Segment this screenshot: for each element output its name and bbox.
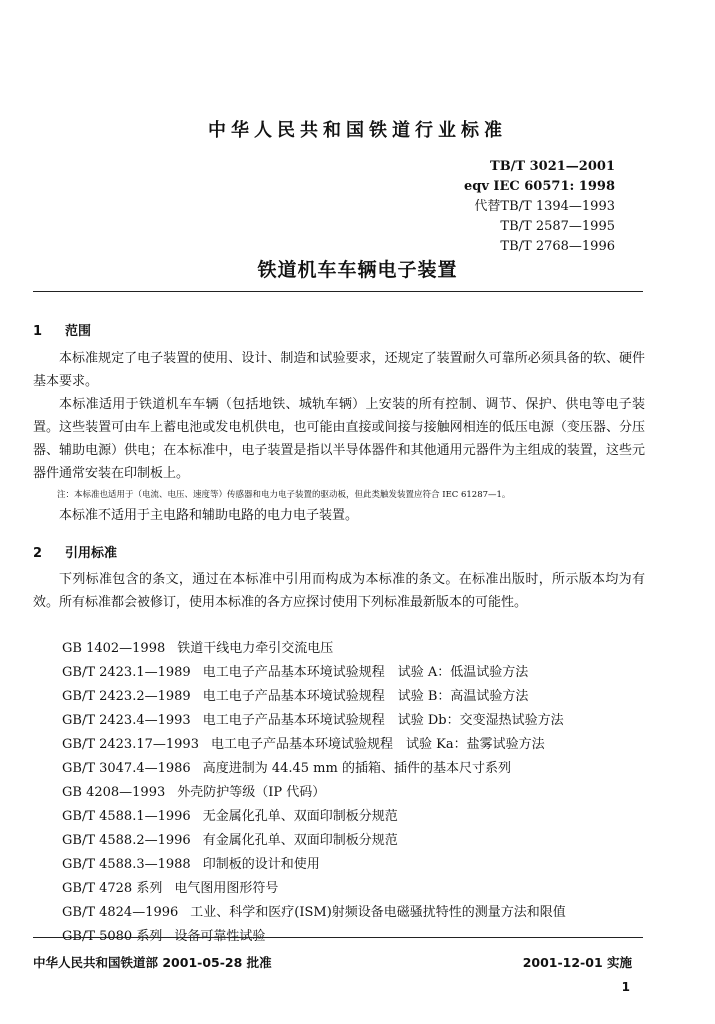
effective-date: 2001-12-01 实施 <box>522 955 632 970</box>
reference-title: 有金属化孔单、双面印制板分规范 <box>202 833 398 848</box>
paragraph: 本标准规定了电子装置的使用、设计、制造和试验要求，还规定了装置耐久可靠所必须具备的软、硬件基本要求。 <box>33 351 645 389</box>
reference-item <box>62 661 566 685</box>
reference-title: 高度进制为 44.45 mm 的插箱、插件的基本尺寸系列 <box>202 761 511 776</box>
reference-code: GB/T 3047.4—1986 <box>62 761 191 776</box>
reference-title: 电工电子产品基本环境试验规程 试验 Db：交变湿热试验方法 <box>202 713 564 728</box>
reference-item <box>62 805 566 829</box>
title-divider <box>33 291 643 292</box>
equivalent-standard: eqv IEC 60571: 1998 <box>463 179 615 194</box>
reference-code: GB/T 4588.3—1988 <box>62 857 191 872</box>
reference-title: 电工电子产品基本环境试验规程 试验 B：高温试验方法 <box>202 689 529 704</box>
reference-code: GB/T 4824—1996 <box>62 905 179 920</box>
reference-code: GB/T 2423.1—1989 <box>62 665 191 680</box>
section-number: 1 <box>33 324 43 339</box>
reference-code: GB/T 4728 系列 <box>62 881 163 896</box>
paragraph: 本标准不适用于主电路和辅助电路的电力电子装置。 <box>59 508 359 523</box>
reference-code: GB/T 2423.4—1993 <box>62 713 191 728</box>
replaced-standard: TB/T 1394—1993 <box>500 199 615 214</box>
reference-title: 印制板的设计和使用 <box>202 857 320 872</box>
approval-line: 中华人民共和国铁道部 2001-05-28 批准 <box>33 955 272 970</box>
replaces-label: 代替 <box>474 199 501 214</box>
reference-title: 外壳防护等级（IP 代码） <box>177 785 326 800</box>
reference-item <box>62 877 566 901</box>
section-heading <box>33 542 117 561</box>
page-number: 1 <box>621 980 630 994</box>
reference-code: GB 1402—1998 <box>62 641 166 656</box>
reference-item <box>62 709 566 733</box>
reference-item <box>62 637 566 661</box>
standard-number: TB/T 3021—2001 <box>490 159 615 174</box>
paragraph: 本标准适用于铁道机车车辆（包括地铁、城轨车辆）上安装的所有控制、调节、保护、供电等电子装置。这些装置可由车上蓄电池或发电机供电，也可能由直接或间接与接触网相连的低压电源（变压器、分压器、辅助电源）供电；在本标准中，电子装置是指以半导体器件和其他通用元器件为主组成的装置，这些元器件通常安装在印制板上。 <box>33 397 645 481</box>
reference-title: 电工电子产品基本环境试验规程 试验 A：低温试验方法 <box>202 665 529 680</box>
reference-item <box>62 901 566 925</box>
footer-divider <box>33 937 643 938</box>
standard-header: 中华人民共和国铁道行业标准 <box>208 120 507 141</box>
section-number: 2 <box>33 546 43 561</box>
reference-title: 电工电子产品基本环境试验规程 试验 Ka：盐雾试验方法 <box>210 737 545 752</box>
document-title: 铁道机车车辆电子装置 <box>257 259 458 281</box>
reference-item <box>62 685 566 709</box>
reference-code: GB 4208—1993 <box>62 785 166 800</box>
reference-item <box>62 829 566 853</box>
reference-item <box>62 733 566 757</box>
section-heading <box>33 320 91 339</box>
note: 注：本标准也适用于（电流、电压、速度等）传感器和电力电子装置的驱动板，但此类触发装置应符合 IEC 61287—1。 <box>57 490 511 500</box>
standard-codes <box>464 157 615 264</box>
reference-title: 电气图用图形符号 <box>174 881 279 896</box>
reference-list <box>62 637 566 949</box>
reference-title: 无金属化孔单、双面印制板分规范 <box>202 809 398 824</box>
reference-code: GB/T 2423.2—1989 <box>62 689 191 704</box>
reference-title: 设备可靠性试验 <box>174 929 266 944</box>
reference-title: 铁道干线电力牵引交流电压 <box>177 641 334 656</box>
replaced-standards <box>474 197 615 257</box>
section-title: 引用标准 <box>65 546 118 561</box>
reference-item <box>62 781 566 805</box>
reference-code: GB/T 5080 系列 <box>62 929 163 944</box>
section-title: 范围 <box>65 324 92 339</box>
replaced-standard: TB/T 2768—1996 <box>500 239 615 254</box>
reference-code: GB/T 4588.2—1996 <box>62 833 191 848</box>
reference-item <box>62 853 566 877</box>
reference-code: GB/T 4588.1—1996 <box>62 809 191 824</box>
replaced-standard: TB/T 2587—1995 <box>500 219 615 234</box>
reference-item <box>62 757 566 781</box>
paragraph: 下列标准包含的条文，通过在本标准中引用而构成为本标准的条文。在标准出版时，所示版本均为有效。所有标准都会被修订，使用本标准的各方应探讨使用下列标准最新版本的可能性。 <box>33 572 645 610</box>
reference-code: GB/T 2423.17—1993 <box>62 737 199 752</box>
reference-title: 工业、科学和医疗(ISM)射频设备电磁骚扰特性的测量方法和限值 <box>190 905 566 920</box>
